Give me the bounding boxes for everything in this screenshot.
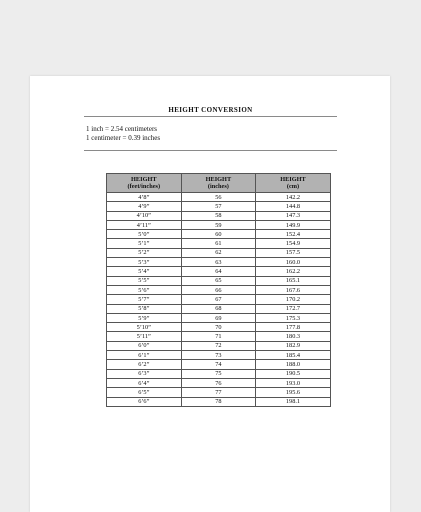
header-unit: (cm) [286, 183, 300, 190]
cell-inches: 77 [181, 388, 256, 397]
table-row [107, 295, 331, 304]
cell-inches: 76 [181, 378, 256, 387]
cell-inches: 68 [181, 304, 256, 313]
cell-cm: 193.0 [256, 378, 331, 387]
table-row [107, 388, 331, 397]
note-cm-to-inch: 1 centimeter = 0.39 inches [86, 134, 161, 142]
cell-feet-inches: 5’11” [107, 332, 182, 341]
table-row [107, 258, 331, 267]
header-label: HEIGHT [280, 175, 306, 183]
cell-cm: 198.1 [256, 397, 331, 406]
cell-cm: 165.1 [256, 276, 331, 285]
height-conversion-table [106, 173, 331, 407]
cell-feet-inches: 5’10” [107, 323, 182, 332]
table-row [107, 341, 331, 350]
cell-feet-inches: 5’2” [107, 248, 182, 257]
cell-inches: 72 [181, 341, 256, 350]
cell-feet-inches: 6’1” [107, 351, 182, 360]
cell-cm: 185.4 [256, 351, 331, 360]
cell-feet-inches: 5’7” [107, 295, 182, 304]
divider-top [84, 116, 337, 117]
cell-inches: 64 [181, 267, 256, 276]
table-row [107, 378, 331, 387]
cell-feet-inches: 4’10” [107, 211, 182, 220]
cell-feet-inches: 5’5” [107, 276, 182, 285]
cell-inches: 58 [181, 211, 256, 220]
cell-inches: 59 [181, 220, 256, 229]
table-row [107, 313, 331, 322]
divider-bottom [84, 150, 337, 151]
cell-feet-inches: 5’4” [107, 267, 182, 276]
table-body [107, 193, 331, 407]
cell-cm: 195.6 [256, 388, 331, 397]
cell-feet-inches: 6’3” [107, 369, 182, 378]
table-row [107, 193, 331, 202]
cell-feet-inches: 5’1” [107, 239, 182, 248]
cell-feet-inches: 4’9” [107, 202, 182, 211]
cell-inches: 74 [181, 360, 256, 369]
cell-inches: 71 [181, 332, 256, 341]
header-inches [181, 174, 256, 193]
table-row [107, 360, 331, 369]
cell-cm: 172.7 [256, 304, 331, 313]
cell-feet-inches: 5’8” [107, 304, 182, 313]
cell-cm: 180.3 [256, 332, 331, 341]
table-row [107, 323, 331, 332]
cell-cm: 170.2 [256, 295, 331, 304]
cell-feet-inches: 6’5” [107, 388, 182, 397]
cell-feet-inches: 6’6” [107, 397, 182, 406]
cell-feet-inches: 5’0” [107, 230, 182, 239]
header-feet-inches [107, 174, 182, 193]
cell-inches: 78 [181, 397, 256, 406]
cell-cm: 160.0 [256, 258, 331, 267]
cell-inches: 75 [181, 369, 256, 378]
cell-inches: 56 [181, 193, 256, 202]
cell-cm: 182.9 [256, 341, 331, 350]
cell-cm: 175.3 [256, 313, 331, 322]
cell-feet-inches: 6’4” [107, 378, 182, 387]
cell-feet-inches: 4’11” [107, 220, 182, 229]
cell-cm: 157.5 [256, 248, 331, 257]
cell-inches: 73 [181, 351, 256, 360]
cell-inches: 63 [181, 258, 256, 267]
table-row [107, 369, 331, 378]
cell-inches: 61 [181, 239, 256, 248]
cell-cm: 147.3 [256, 211, 331, 220]
cell-cm: 152.4 [256, 230, 331, 239]
table-row [107, 211, 331, 220]
header-label: HEIGHT [131, 175, 157, 183]
header-unit: (inches) [207, 183, 229, 190]
cell-cm: 144.8 [256, 202, 331, 211]
cell-cm: 154.9 [256, 239, 331, 248]
table-row [107, 397, 331, 406]
table-row [107, 351, 331, 360]
header-unit: (feet/inches) [127, 183, 161, 190]
table-row [107, 230, 331, 239]
cell-inches: 70 [181, 323, 256, 332]
conversion-notes [86, 125, 160, 143]
table-row [107, 332, 331, 341]
cell-cm: 162.2 [256, 267, 331, 276]
cell-cm: 167.6 [256, 285, 331, 294]
cell-inches: 67 [181, 295, 256, 304]
table-row [107, 220, 331, 229]
table-row [107, 304, 331, 313]
table-row [107, 239, 331, 248]
cell-cm: 190.5 [256, 369, 331, 378]
table-header-row [107, 174, 331, 193]
cell-inches: 60 [181, 230, 256, 239]
cell-feet-inches: 6’2” [107, 360, 182, 369]
cell-inches: 62 [181, 248, 256, 257]
cell-inches: 69 [181, 313, 256, 322]
table-row [107, 276, 331, 285]
cell-inches: 65 [181, 276, 256, 285]
cell-cm: 188.0 [256, 360, 331, 369]
cell-inches: 66 [181, 285, 256, 294]
cell-feet-inches: 5’9” [107, 313, 182, 322]
cell-feet-inches: 5’3” [107, 258, 182, 267]
cell-feet-inches: 6’0” [107, 341, 182, 350]
cell-cm: 142.2 [256, 193, 331, 202]
page-title: HEIGHT CONVERSION [168, 106, 253, 114]
cell-feet-inches: 4’8” [107, 193, 182, 202]
header-cm [256, 174, 331, 193]
cell-cm: 177.8 [256, 323, 331, 332]
table-row [107, 285, 331, 294]
table-row [107, 202, 331, 211]
table-row [107, 267, 331, 276]
table-row [107, 248, 331, 257]
cell-cm: 149.9 [256, 220, 331, 229]
note-inch-to-cm: 1 inch = 2.54 centimeters [86, 125, 158, 133]
cell-inches: 57 [181, 202, 256, 211]
header-label: HEIGHT [205, 175, 232, 183]
cell-feet-inches: 5’6” [107, 285, 182, 294]
